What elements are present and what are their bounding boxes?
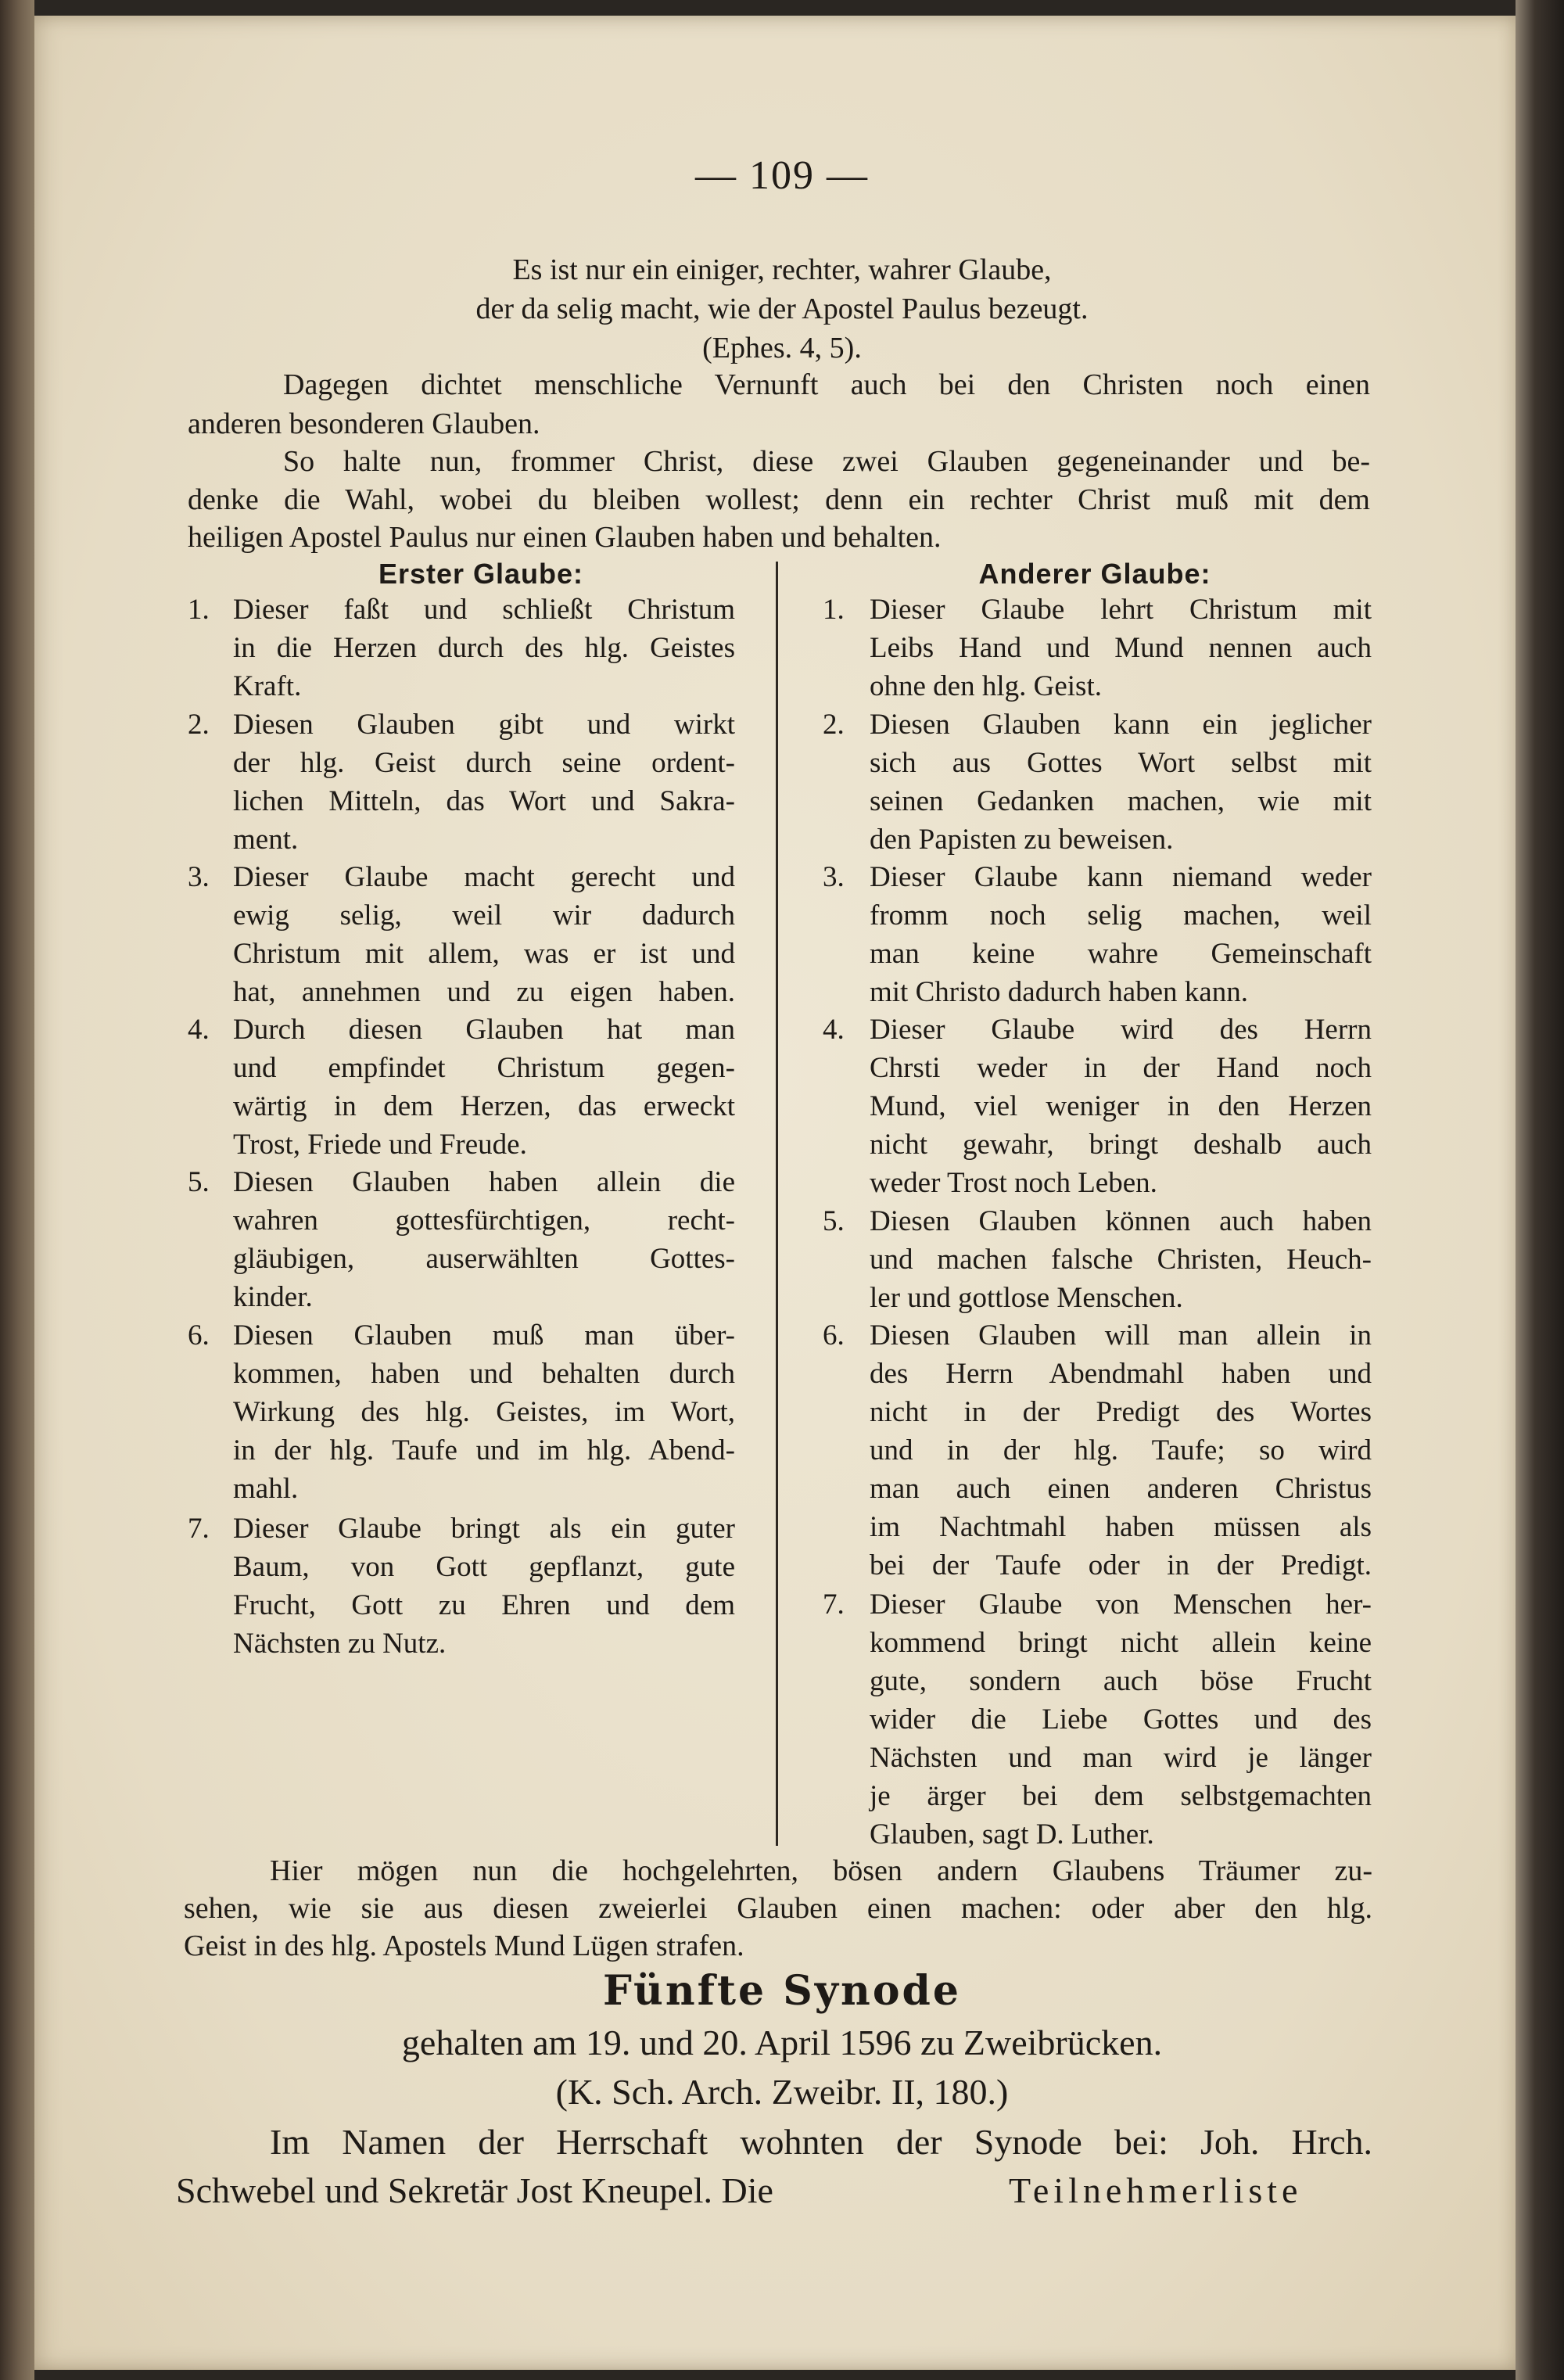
synode-text-line-1: Im Namen der Herrschaft wohnten der Synode bei: Joh. Hrch.: [270, 2122, 1372, 2162]
left-item-1: [233, 593, 735, 708]
right-item-6-number: 6.: [823, 1319, 845, 1352]
intro-line-4: Dagegen dichtet menschliche Vernunft auch bei den Christen noch einen: [283, 368, 1370, 401]
left-item-5-line: kinder.: [233, 1281, 313, 1313]
left-item-1-line: in die Herzen durch des hlg. Geistes: [233, 632, 735, 664]
right-item-6: [870, 1319, 1372, 1587]
intro-line-1: Es ist nur ein einiger, rechter, wahrer Glaube,: [512, 253, 1052, 286]
left-item-6-line: Diesen Glauben muß man über-: [233, 1319, 735, 1352]
right-item-2-number: 2.: [823, 709, 845, 741]
left-item-1-number: 1.: [188, 594, 210, 626]
left-item-2-line: Diesen Glauben gibt und wirkt: [233, 709, 735, 741]
left-item-2-line: lichen Mitteln, das Wort und Sakra-: [233, 785, 735, 817]
synode-text-line-2: Schwebel und Sekretär Jost Kneupel. Die: [176, 2170, 773, 2210]
closing-line-3: Geist in des hlg. Apostels Mund Lügen strafen.: [184, 1929, 744, 1962]
right-item-7-line: je ärger bei dem selbstgemachten: [870, 1780, 1372, 1812]
right-item-6-line: man auch einen anderen Christus: [870, 1473, 1372, 1505]
left-item-7-line: Baum, von Gott gepflanzt, gute: [233, 1551, 735, 1583]
right-item-5: [870, 1204, 1372, 1319]
left-item-7-number: 7.: [188, 1513, 210, 1545]
right-item-7-line: kommend bringt nicht allein keine: [870, 1627, 1372, 1659]
right-item-3: [870, 860, 1372, 1014]
right-item-5-line: Diesen Glauben können auch haben: [870, 1205, 1372, 1237]
intro-line-3: (Ephes. 4, 5).: [702, 332, 862, 364]
right-item-3-line: Dieser Glaube kann niemand weder: [870, 861, 1372, 893]
left-item-4-line: Durch diesen Glauben hat man: [233, 1014, 735, 1046]
book-binding: [0, 0, 34, 2380]
right-item-6-line: bei der Taufe oder in der Predigt.: [870, 1549, 1372, 1581]
left-item-2-line: der hlg. Geist durch seine ordent-: [233, 747, 735, 779]
right-item-1-number: 1.: [823, 594, 845, 626]
left-item-3: [233, 860, 735, 1014]
synode-source: (K. Sch. Arch. Zweibr. II, 180.): [555, 2072, 1009, 2112]
right-item-4-line: Mund, viel weniger in den Herzen: [870, 1090, 1372, 1122]
right-item-6-line: des Herrn Abendmahl haben und: [870, 1358, 1372, 1390]
left-item-6-number: 6.: [188, 1319, 210, 1352]
intro-line-5: anderen besonderen Glauben.: [188, 407, 540, 440]
left-item-5-line: wahren gottesfürchtigen, recht-: [233, 1204, 735, 1237]
right-item-1: [870, 593, 1372, 708]
right-item-4-line: Dieser Glaube wird des Herrn: [870, 1014, 1372, 1046]
page-number: — 109 —: [695, 153, 869, 198]
left-item-2: [233, 708, 735, 861]
right-item-2-line: sich aus Gottes Wort selbst mit: [870, 747, 1372, 779]
right-item-7: [870, 1588, 1372, 1856]
left-item-3-line: Christum mit allem, was er ist und: [233, 938, 735, 970]
closing-line-2: sehen, wie sie aus diesen zweierlei Glauben einen machen: oder aber den hlg.: [184, 1892, 1372, 1925]
left-item-5-line: gläubigen, auserwählten Gottes-: [233, 1243, 735, 1275]
left-item-4-line: wärtig in dem Herzen, das erweckt: [233, 1090, 735, 1122]
left-item-6-line: in der hlg. Taufe und im hlg. Abend-: [233, 1434, 735, 1466]
column-divider: [776, 562, 778, 1846]
right-item-6-line: und in der hlg. Taufe; so wird: [870, 1434, 1372, 1466]
left-item-2-line: ment.: [233, 824, 299, 856]
right-item-5-line: ler und gottlose Menschen.: [870, 1282, 1183, 1314]
intro-line-2: der da selig macht, wie der Apostel Paulus bezeugt.: [475, 293, 1089, 325]
right-item-7-line: Glauben, sagt D. Luther.: [870, 1818, 1154, 1851]
right-item-2: [870, 708, 1372, 861]
right-item-4-line: Chrsti weder in der Hand noch: [870, 1052, 1372, 1084]
closing-line-1: Hier mögen nun die hochgelehrten, bösen andern Glaubens Träumer zu-: [270, 1854, 1372, 1887]
left-item-7-line: Nächsten zu Nutz.: [233, 1628, 447, 1660]
page-edge: [1516, 0, 1564, 2380]
synode-text-line-2-spaced: Teilnehmerliste: [1009, 2170, 1303, 2210]
left-item-4: [233, 1013, 735, 1166]
left-item-5-line: Diesen Glauben haben allein die: [233, 1166, 735, 1198]
left-item-3-line: ewig selig, weil wir dadurch: [233, 899, 735, 932]
right-item-1-line: Dieser Glaube lehrt Christum mit: [870, 594, 1372, 626]
intro-line-6: So halte nun, frommer Christ, diese zwei Glauben gegeneinander und be-: [283, 445, 1370, 478]
right-item-5-number: 5.: [823, 1205, 845, 1237]
left-item-5-number: 5.: [188, 1166, 210, 1198]
left-column-heading: Erster Glaube:: [378, 558, 584, 590]
left-item-7-line: Dieser Glaube bringt als ein guter: [233, 1513, 735, 1545]
right-item-7-line: gute, sondern auch böse Frucht: [870, 1665, 1372, 1697]
left-item-6-line: kommen, haben und behalten durch: [233, 1358, 735, 1390]
left-item-6-line: mahl.: [233, 1473, 299, 1505]
right-item-7-line: Dieser Glaube von Menschen her-: [870, 1588, 1372, 1621]
left-item-3-line: hat, annehmen und zu eigen haben.: [233, 976, 735, 1008]
right-item-2-line: den Papisten zu beweisen.: [870, 824, 1174, 856]
right-item-4-line: weder Trost noch Leben.: [870, 1167, 1157, 1199]
right-item-4-line: nicht gewahr, bringt deshalb auch: [870, 1129, 1372, 1161]
right-item-1-line: Leibs Hand und Mund nennen auch: [870, 632, 1372, 664]
right-item-3-line: fromm noch selig machen, weil: [870, 899, 1372, 932]
left-item-3-number: 3.: [188, 861, 210, 893]
synode-subtitle: gehalten am 19. und 20. April 1596 zu Zweibrücken.: [401, 2023, 1163, 2062]
left-item-4-line: und empfindet Christum gegen-: [233, 1052, 735, 1084]
intro-line-7: denke die Wahl, wobei du bleiben wollest; denn ein rechter Christ muß mit dem: [188, 483, 1370, 516]
right-item-7-line: Nächsten und man wird je länger: [870, 1742, 1372, 1774]
left-item-4-number: 4.: [188, 1014, 210, 1046]
right-column-heading: Anderer Glaube:: [978, 558, 1211, 590]
left-item-1-line: Dieser faßt und schließt Christum: [233, 594, 735, 626]
left-item-7-line: Frucht, Gott zu Ehren und dem: [233, 1589, 735, 1621]
right-item-1-line: ohne den hlg. Geist.: [870, 670, 1102, 702]
right-item-3-line: man keine wahre Gemeinschaft: [870, 938, 1372, 970]
right-item-3-line: mit Christo dadurch haben kann.: [870, 976, 1248, 1008]
right-item-4: [870, 1013, 1372, 1204]
right-item-4-number: 4.: [823, 1014, 845, 1046]
right-item-5-line: und machen falsche Christen, Heuch-: [870, 1244, 1372, 1276]
intro-line-8: heiligen Apostel Paulus nur einen Glauben haben und behalten.: [188, 521, 942, 554]
left-item-7: [233, 1512, 735, 1665]
right-item-3-number: 3.: [823, 861, 845, 893]
right-item-2-line: Diesen Glauben kann ein jeglicher: [870, 709, 1372, 741]
right-item-6-line: nicht in der Predigt des Wortes: [870, 1396, 1372, 1428]
left-item-4-line: Trost, Friede und Freude.: [233, 1129, 527, 1161]
right-item-6-line: Diesen Glauben will man allein in: [870, 1319, 1372, 1352]
right-item-6-line: im Nachtmahl haben müssen als: [870, 1511, 1372, 1543]
left-item-3-line: Dieser Glaube macht gerecht und: [233, 861, 735, 893]
right-item-2-line: seinen Gedanken machen, wie mit: [870, 785, 1372, 817]
left-item-1-line: Kraft.: [233, 670, 302, 702]
left-item-5: [233, 1165, 735, 1319]
left-item-2-number: 2.: [188, 709, 210, 741]
right-item-7-number: 7.: [823, 1588, 845, 1621]
left-item-6-line: Wirkung des hlg. Geistes, im Wort,: [233, 1396, 735, 1428]
right-item-7-line: wider die Liebe Gottes und des: [870, 1703, 1372, 1736]
left-item-6: [233, 1319, 735, 1510]
synode-title: Fünfte Synode: [603, 1967, 961, 2015]
